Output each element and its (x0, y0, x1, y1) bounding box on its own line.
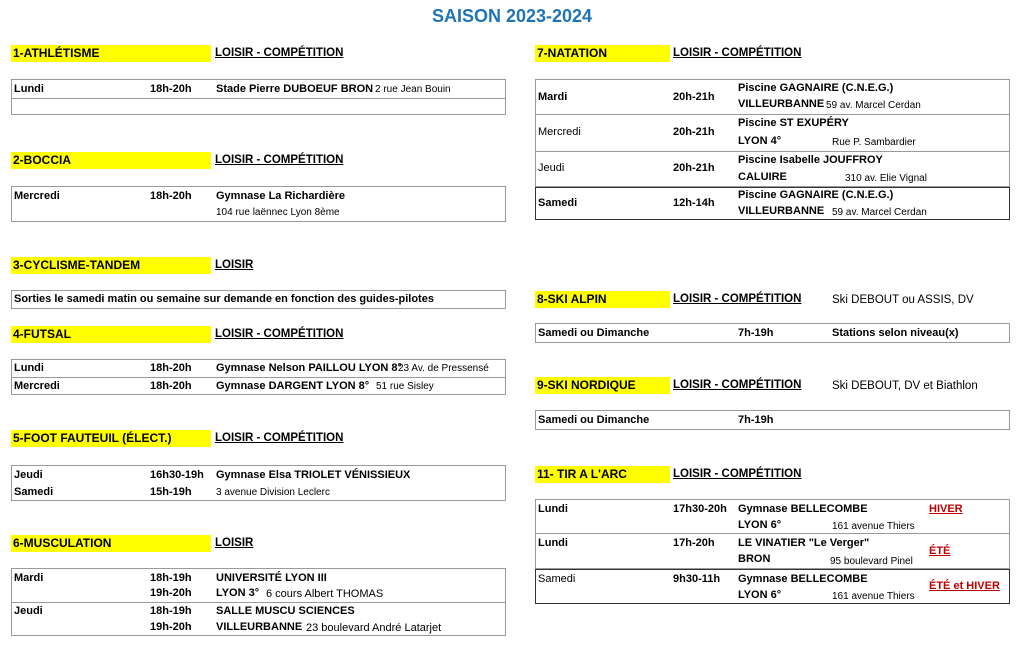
day-label: Mercredi (14, 190, 60, 202)
section-athletisme-mode: LOISIR - COMPÉTITION (215, 47, 344, 59)
venue-label: LE VINATIER "Le Verger" (738, 537, 870, 549)
venue-label: Gymnase DARGENT LYON 8° (216, 380, 370, 392)
section-natation-title: 7-NATATION (535, 45, 670, 62)
venue-label: Gymnase BELLECOMBE (738, 503, 868, 515)
venue-label: Gymnase La Richardière (216, 190, 346, 202)
address-label: 3 avenue Division Leclerc (216, 487, 330, 498)
venue-label: UNIVERSITÉ LYON III (216, 572, 327, 584)
time-label: 19h-20h (150, 621, 192, 633)
venue-label: Piscine Isabelle JOUFFROY (738, 154, 883, 166)
day-label: Samedi (14, 486, 54, 498)
day-label: Samedi ou Dimanche (538, 414, 650, 426)
city-label: VILLEURBANNE (738, 98, 825, 110)
time-label: 15h-19h (150, 486, 192, 498)
section-ski-alpin-title: 8-SKI ALPIN (535, 291, 670, 308)
section-foot-fauteuil-title: 5-FOOT FAUTEUIL (ÉLECT.) (11, 430, 211, 447)
time-label: 18h-19h (150, 572, 192, 584)
time-label: 7h-19h (738, 327, 774, 339)
section-ski-nordique-title: 9-SKI NORDIQUE (535, 377, 670, 394)
address-label: 161 avenue Thiers (832, 591, 915, 602)
time-label: 12h-14h (673, 197, 715, 209)
section-ski-nordique-note: Ski DEBOUT, DV et Biathlon (832, 380, 978, 392)
section-musculation-mode: LOISIR (215, 537, 254, 549)
address-label: 104 rue laënnec Lyon 8ème (216, 207, 340, 218)
section-cyclisme-title: 3-CYCLISME-TANDEM (11, 257, 211, 274)
address-label: 6 cours Albert THOMAS (266, 588, 384, 600)
address-label: 2 rue Jean Bouin (375, 84, 451, 95)
venue-label: SALLE MUSCU SCIENCES (216, 605, 355, 617)
section-ski-nordique-mode: LOISIR - COMPÉTITION (673, 379, 802, 391)
day-label: Samedi (538, 197, 578, 209)
season-badge: ÉTÉ (929, 545, 951, 557)
time-label: 20h-21h (673, 91, 715, 103)
city-label: BRON (738, 553, 771, 565)
time-label: 18h-20h (150, 362, 192, 374)
venue-label: Piscine GAGNAIRE (C.N.E.G.) (738, 189, 894, 201)
day-label: Jeudi (14, 469, 43, 481)
day-label: Jeudi (538, 162, 565, 174)
venue-label: Gymnase Elsa TRIOLET VÉNISSIEUX (216, 469, 411, 481)
time-label: 17h30-20h (673, 503, 727, 515)
venue-label: Piscine GAGNAIRE (C.N.E.G.) (738, 82, 894, 94)
section-ski-alpin-mode: LOISIR - COMPÉTITION (673, 293, 802, 305)
time-label: 20h-21h (673, 162, 715, 174)
venue-label: Piscine ST EXUPÉRY (738, 117, 849, 129)
time-label: 17h-20h (673, 537, 715, 549)
day-label: Lundi (14, 83, 44, 95)
city-label: VILLEURBANNE (216, 621, 303, 633)
address-label: 51 rue Sisley (376, 381, 434, 392)
season-badge: HIVER (929, 503, 963, 515)
section-tir-arc-mode: LOISIR - COMPÉTITION (673, 468, 802, 480)
city-label: CALUIRE (738, 171, 787, 183)
venue-label: Gymnase Nelson PAILLOU LYON 8° (216, 362, 402, 374)
section-natation-mode: LOISIR - COMPÉTITION (673, 47, 802, 59)
city-label: LYON 3° (216, 587, 260, 599)
address-label: 23 boulevard André Latarjet (306, 622, 442, 634)
section-foot-fauteuil-mode: LOISIR - COMPÉTITION (215, 432, 344, 444)
address-label: 161 avenue Thiers (832, 521, 915, 532)
time-label: 20h-21h (673, 126, 715, 138)
description-text: Sorties le samedi matin ou semaine sur demande en fonction des guides-pilotes (14, 293, 434, 305)
venue-label: Stations selon niveau(x) (832, 327, 959, 339)
section-boccia-title: 2-BOCCIA (11, 152, 211, 169)
section-cyclisme-mode: LOISIR (215, 259, 254, 271)
section-ski-alpin-note: Ski DEBOUT ou ASSIS, DV (832, 294, 974, 306)
time-label: 18h-19h (150, 605, 192, 617)
day-label: Lundi (14, 362, 44, 374)
section-boccia-mode: LOISIR - COMPÉTITION (215, 154, 344, 166)
section-futsal-title: 4-FUTSAL (11, 326, 211, 343)
time-label: 18h-20h (150, 380, 192, 392)
venue-label: Stade Pierre DUBOEUF BRON (216, 83, 374, 95)
time-label: 7h-19h (738, 414, 774, 426)
venue-label: Gymnase BELLECOMBE (738, 573, 868, 585)
day-label: Mardi (538, 91, 568, 103)
day-label: Jeudi (14, 605, 43, 617)
city-label: LYON 6° (738, 519, 782, 531)
city-label: LYON 6° (738, 589, 782, 601)
city-label: VILLEURBANNE (738, 205, 825, 217)
address-label: 23 Av. de Pressensé (398, 363, 489, 374)
time-label: 19h-20h (150, 587, 192, 599)
time-label: 9h30-11h (673, 573, 721, 585)
address-label: 59 av. Marcel Cerdan (826, 100, 921, 111)
section-athletisme-title: 1-ATHLÉTISME (11, 45, 211, 62)
time-label: 18h-20h (150, 83, 192, 95)
time-label: 16h30-19h (150, 469, 204, 481)
address-label: 95 boulevard Pinel (830, 556, 913, 567)
season-badge: ÉTÉ et HIVER (929, 580, 1000, 592)
day-label: Mardi (14, 572, 44, 584)
time-label: 18h-20h (150, 190, 192, 202)
day-label: Lundi (538, 537, 568, 549)
day-label: Mercredi (14, 380, 60, 392)
section-tir-arc-title: 11- TIR A L'ARC (535, 466, 670, 483)
address-label: 310 av. Elie Vignal (845, 173, 927, 184)
section-futsal-mode: LOISIR - COMPÉTITION (215, 328, 344, 340)
address-label: 59 av. Marcel Cerdan (832, 207, 927, 218)
day-label: Lundi (538, 503, 568, 515)
day-label: Mercredi (538, 126, 581, 138)
address-label: Rue P. Sambardier (832, 137, 916, 148)
day-label: Samedi ou Dimanche (538, 327, 650, 339)
section-musculation-title: 6-MUSCULATION (11, 535, 211, 552)
city-label: LYON 4° (738, 135, 782, 147)
page-title: SAISON 2023-2024 (431, 6, 593, 26)
day-label: Samedi (538, 573, 576, 585)
